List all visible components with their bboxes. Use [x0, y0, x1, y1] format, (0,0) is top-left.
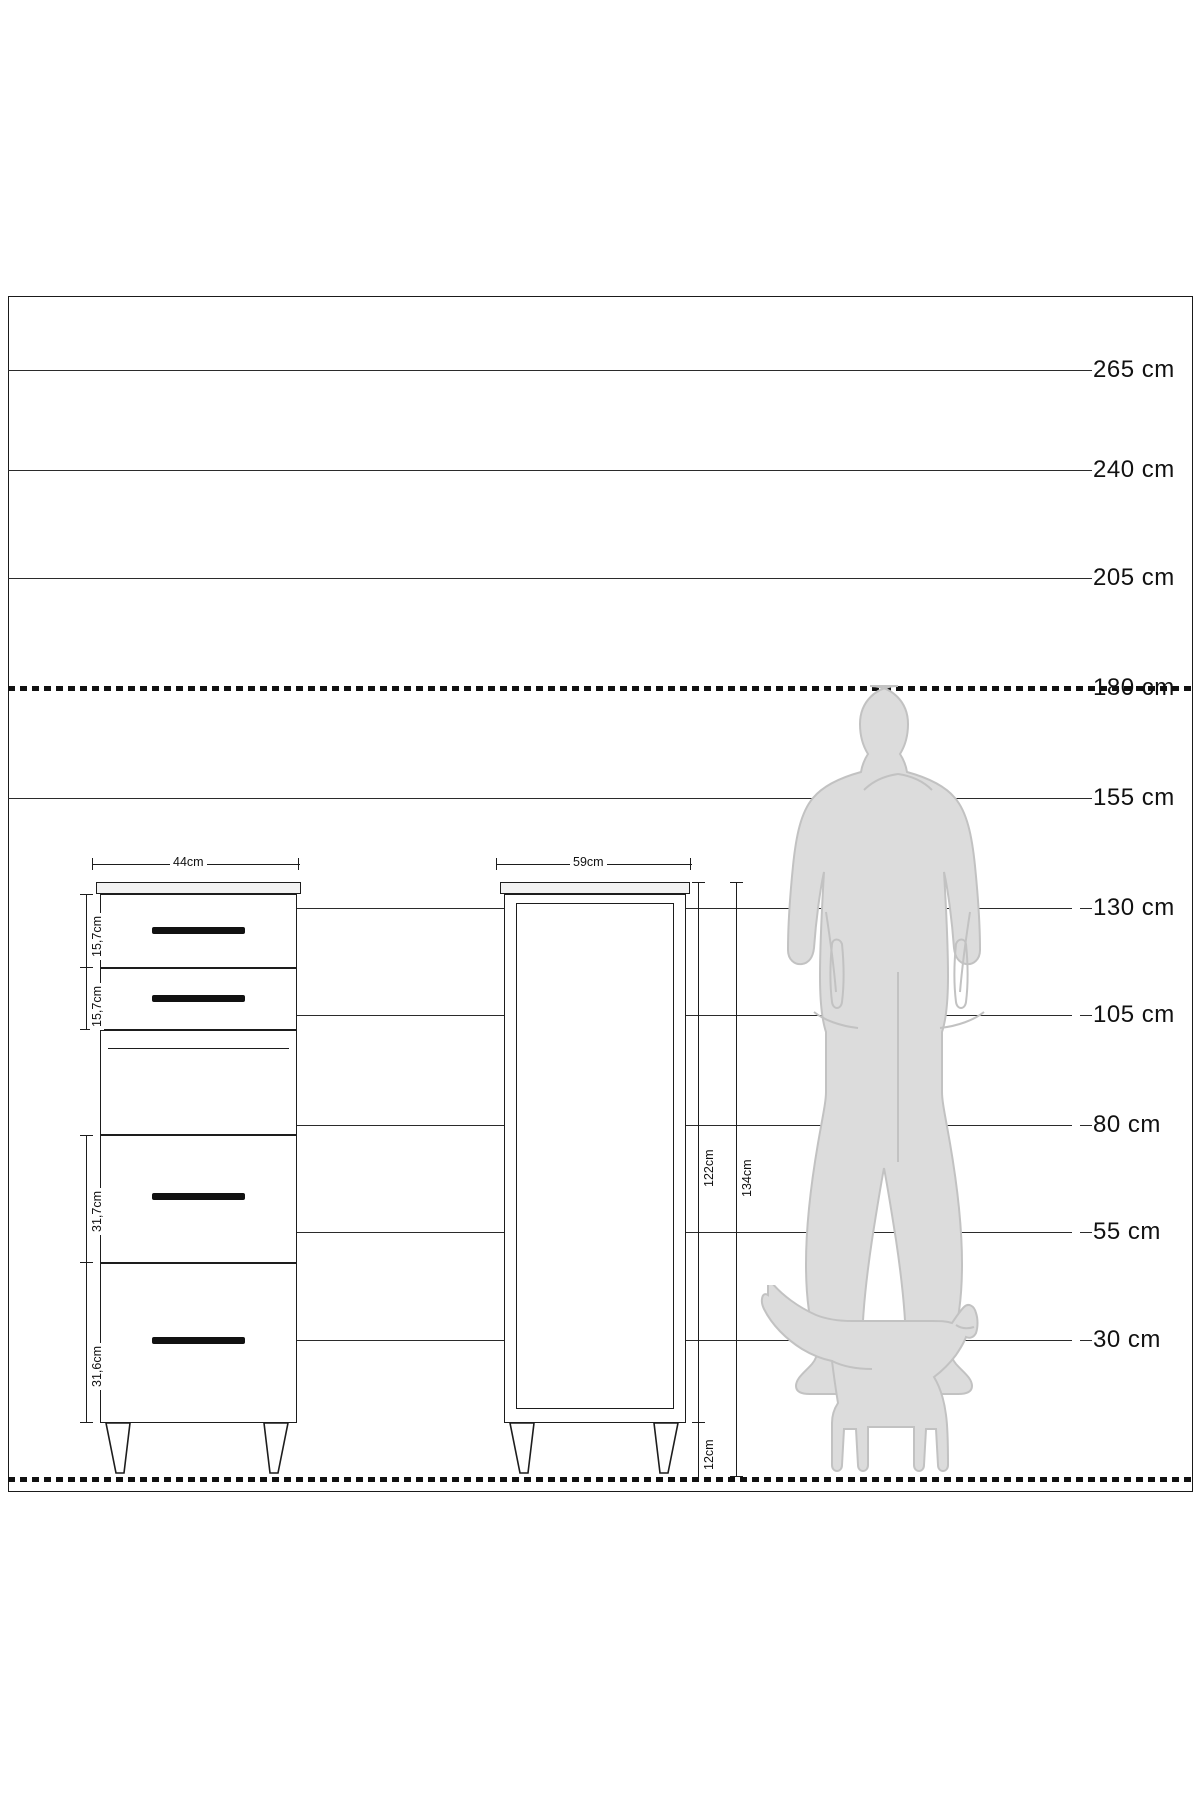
cabinet-leg-height-label: 12cm — [702, 1436, 716, 1473]
scale-tick-155 — [1080, 798, 1092, 799]
scale-label-205: 205 cm — [1093, 564, 1175, 591]
cabinet-total-height-label: 134cm — [740, 1156, 754, 1200]
chest-width-label: 44cm — [170, 855, 207, 869]
cabinet-door[interactable] — [516, 903, 674, 1409]
scale-tick-30 — [1080, 1340, 1092, 1341]
chest-drawer-3-handle[interactable] — [152, 1193, 245, 1200]
chest-dim-seg3-line — [86, 1135, 87, 1263]
scale-label-155: 155 cm — [1093, 784, 1175, 811]
chest-seg4-label: 31,6cm — [90, 1343, 104, 1390]
chest-drawer-2-handle[interactable] — [152, 995, 245, 1002]
cabinet-width-label: 59cm — [570, 855, 607, 869]
scale-tick-55 — [1080, 1232, 1092, 1233]
cabinet-leg-left — [508, 1423, 550, 1475]
scale-label-180: 180 cm — [1093, 674, 1175, 701]
chest-leg-right — [250, 1423, 292, 1475]
scale-label-105: 105 cm — [1093, 1001, 1175, 1028]
scale-label-130: 130 cm — [1093, 894, 1175, 921]
scale-tick-80 — [1080, 1125, 1092, 1126]
scale-label-55: 55 cm — [1093, 1218, 1161, 1245]
cabinet-width-dim-cap-left — [496, 858, 497, 870]
cabinet-door-height-label: 122cm — [702, 1146, 716, 1190]
chest-dim-seg2-line — [86, 968, 87, 1030]
cabinet-total-dim-line — [736, 882, 737, 1477]
scale-label-80: 80 cm — [1093, 1111, 1161, 1138]
cabinet-door-dim-line — [698, 882, 699, 1423]
scale-label-240: 240 cm — [1093, 456, 1175, 483]
chest-dim-seg4-line — [86, 1263, 87, 1423]
cabinet-total-dim-cap-bottom — [730, 1476, 743, 1477]
scale-label-30: 30 cm — [1093, 1326, 1161, 1353]
cabinet-width-dim-cap-right — [690, 858, 691, 870]
chest-seg1-label: 15,7cm — [90, 913, 104, 960]
cat-silhouette — [760, 1285, 1000, 1488]
cabinet-total-dim-cap-top — [730, 882, 743, 883]
cabinet-door-dim-cap-top — [692, 882, 705, 883]
cabinet-leg-dim-line — [698, 1423, 699, 1477]
scale-tick-265 — [1080, 370, 1092, 371]
chest-dim-seg3-cap-top — [80, 1135, 93, 1136]
scale-line-265 — [8, 370, 1080, 371]
chest-width-dim-cap-left — [92, 858, 93, 870]
cabinet-leg-right — [640, 1423, 682, 1475]
chest-dim-seg4-cap-bottom — [80, 1422, 93, 1423]
chest-dim-seg1-line — [86, 894, 87, 968]
chest-leg-left — [104, 1423, 146, 1475]
chest-seg2-label: 15,7cm — [90, 983, 104, 1030]
scale-tick-105 — [1080, 1015, 1092, 1016]
scale-line-240 — [8, 470, 1080, 471]
chest-drawer-1-handle[interactable] — [152, 927, 245, 934]
scale-line-205 — [8, 578, 1080, 579]
cabinet-top-panel — [500, 882, 690, 894]
chest-width-dim-cap-right — [298, 858, 299, 870]
chest-top-panel — [96, 882, 301, 894]
chest-seg3-label: 31,7cm — [90, 1188, 104, 1235]
scale-tick-205 — [1080, 578, 1092, 579]
chest-niche-shelf — [108, 1048, 289, 1127]
chest-drawer-4-handle[interactable] — [152, 1337, 245, 1344]
scale-tick-130 — [1080, 908, 1092, 909]
scale-label-265: 265 cm — [1093, 356, 1175, 383]
chest-dim-seg1-cap-top — [80, 894, 93, 895]
scale-tick-240 — [1080, 470, 1092, 471]
